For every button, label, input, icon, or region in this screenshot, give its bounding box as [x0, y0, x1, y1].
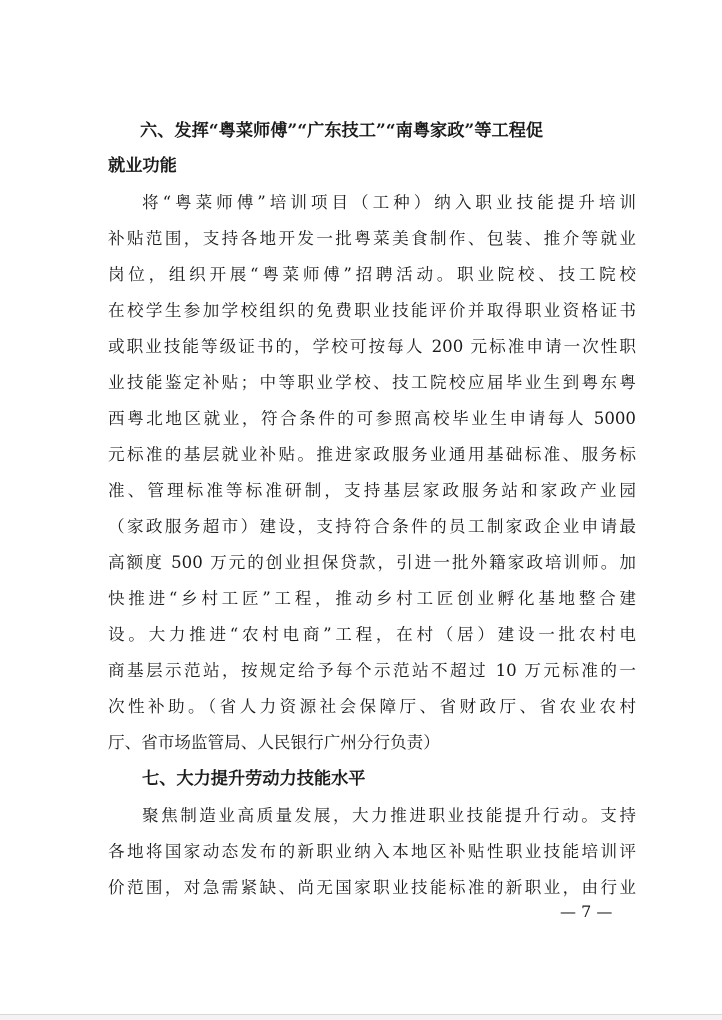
section-6-heading-line-1: 六、发挥“粤菜师傅”“广东技工”“南粤家政”等工程促 [140, 121, 544, 141]
section-6-paragraph-line: 高额度 500 万元的创业担保贷款，引进一批外籍家政培训师。加 [108, 553, 636, 572]
section-6-heading-line-2: 就业功能 [108, 156, 177, 176]
section-6-paragraph-line: 元标准的基层就业补贴。推进家政服务业通用基础标准、服务标 [108, 445, 636, 464]
section-6-paragraph-line: 厅、省市场监管局、人民银行广州分行负责） [108, 733, 440, 752]
section-6-paragraph-line: 商基层示范站，按规定给予每个示范站不超过 10 万元标准的一 [108, 661, 636, 680]
section-6-paragraph-line: 快推进“乡村工匠”工程，推动乡村工匠创业孵化基地整合建 [108, 589, 636, 608]
section-6-paragraph-line: 准、管理标准等标准研制，支持基层家政服务站和家政产业园 [108, 481, 636, 500]
section-6-paragraph-line: 次性补助。（省人力资源社会保障厅、省财政厅、省农业农村 [108, 697, 636, 716]
section-6-paragraph-line: 补贴范围，支持各地开发一批粤菜美食制作、包装、推介等就业 [108, 229, 636, 248]
section-7-paragraph-line: 价范围，对急需紧缺、尚无国家职业技能标准的新职业，由行业 [108, 878, 636, 897]
section-7-heading: 七、大力提升劳动力技能水平 [142, 769, 366, 789]
section-7-paragraph-line: 聚焦制造业高质量发展，大力推进职业技能提升行动。支持 [142, 806, 636, 825]
section-6-paragraph-line: 业技能鉴定补贴；中等职业学校、技工院校应届毕业生到粤东粤 [108, 373, 636, 392]
section-6-paragraph-line: 或职业技能等级证书的，学校可按每人 200 元标准申请一次性职 [108, 337, 636, 356]
section-7-paragraph-line: 各地将国家动态发布的新职业纳入本地区补贴性职业技能培训评 [108, 842, 636, 861]
page-bottom-band [0, 1015, 722, 1020]
page-number: — 7 — [560, 902, 613, 921]
section-6-paragraph-line: 西粤北地区就业，符合条件的可参照高校毕业生申请每人 5000 [108, 409, 636, 428]
section-6-paragraph-line: 在校学生参加学校组织的免费职业技能评价并取得职业资格证书 [108, 301, 636, 320]
section-6-paragraph-line: （家政服务超市）建设，支持符合条件的员工制家政企业申请最 [108, 517, 636, 536]
section-6-paragraph-line: 将“粤菜师傅”培训项目（工种）纳入职业技能提升培训 [142, 193, 636, 212]
section-6-paragraph-line: 设。大力推进“农村电商”工程，在村（居）建设一批农村电 [108, 625, 636, 644]
section-6-paragraph-line: 岗位，组织开展“粤菜师傅”招聘活动。职业院校、技工院校 [108, 265, 636, 284]
